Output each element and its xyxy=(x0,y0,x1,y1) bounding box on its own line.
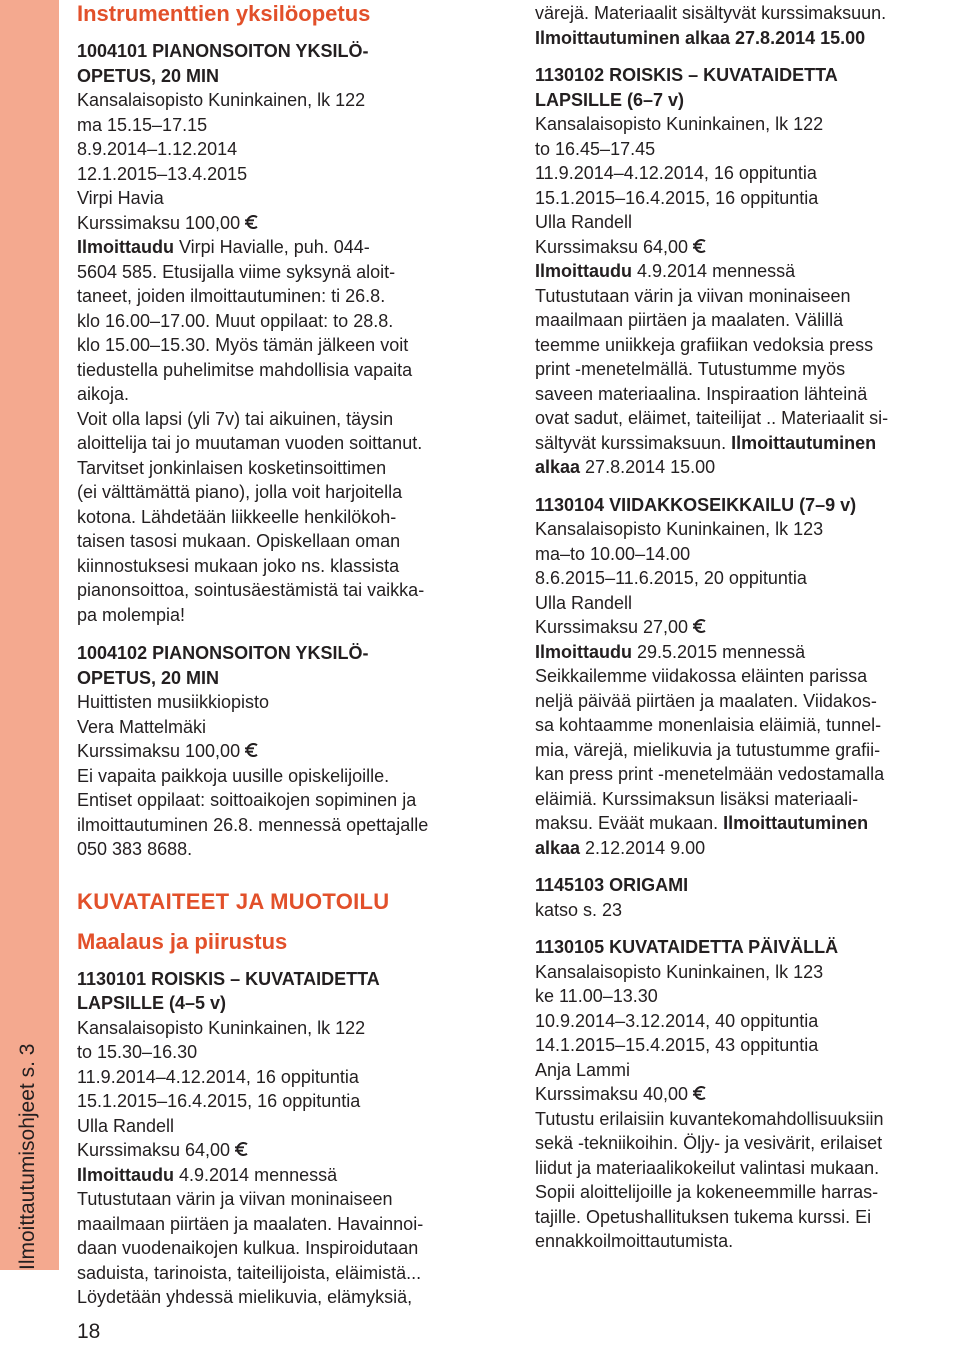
continued-enrollment: Ilmoittautuminen alkaa 27.8.2014 15.00 xyxy=(535,27,866,48)
course-text: daan vuodenaikojen kulkua. Inspiroidutaan xyxy=(77,1238,419,1258)
course-enrollment xyxy=(535,259,955,284)
course-time: ke 11.00–13.30 xyxy=(535,986,658,1006)
course-text: Löydetään yhdessä mielikuvia, elämyksiä, xyxy=(77,1287,413,1307)
course-text: mia, värejä, mielikuvia ja tutustumme grafii- xyxy=(535,739,881,760)
course-text: Voit olla lapsi (yli 7v) tai aikuinen, täysin xyxy=(77,408,394,429)
course-text: kiinnostuksesi mukaan joko ns. klassista xyxy=(77,555,400,576)
course-text: 5604 585. Etusijalla viime syksynä aloit- xyxy=(77,261,396,282)
fee-text: Kurssimaksu 64,00 xyxy=(77,1140,231,1160)
course-dates: 10.9.2014–3.12.2014, 40 oppituntia xyxy=(535,1010,819,1031)
course-title: LAPSILLE (4–5 v) xyxy=(77,993,227,1013)
euro-icon xyxy=(692,1085,708,1101)
course-text: klo 16.00–17.00. Muut oppilaat: to 28.8. xyxy=(77,310,394,331)
course-teacher: Ulla Randell xyxy=(535,212,633,232)
enroll-label: Ilmoittaudu xyxy=(535,261,632,281)
text-part: maksu. Eväät mukaan. xyxy=(535,813,724,833)
course-time: to 15.30–16.30 xyxy=(77,1042,198,1062)
course-text: sekä -tekniikoihin. Öljy- ja vesivärit, erilaiset xyxy=(535,1133,883,1153)
course-fee xyxy=(77,739,495,764)
course-enrollment xyxy=(535,455,955,480)
course-location: Kansalaisopisto Kuninkainen, lk 123 xyxy=(535,519,824,539)
course-fee xyxy=(535,1082,955,1107)
enroll-text: 27.8.2014 15.00 xyxy=(580,457,716,477)
course-text: Tutustutaan värin ja viivan moninaiseen xyxy=(77,1189,393,1209)
course-text: maailmaan piirtäen ja maalaten. Havainnoi- xyxy=(77,1213,424,1234)
course-1004101 xyxy=(77,39,495,627)
course-dates: 15.1.2015–16.4.2015, 16 oppituntia xyxy=(77,1091,361,1111)
enroll-text: Virpi Havialle, puh. 044- xyxy=(174,237,370,257)
course-text: Ei vapaita paikkoja uusille opiskelijoille. xyxy=(77,765,390,786)
course-dates: 15.1.2015–16.4.2015, 16 oppituntia xyxy=(535,187,819,208)
course-text: liidut ja materiaalikokeilut valintasi mukaan. xyxy=(535,1157,880,1178)
course-text: ovat sadut, eläimet, taiteilijat .. Materiaalit si- xyxy=(535,408,889,428)
course-text: saveen materiaalina. Inspiraation lähteinä xyxy=(535,383,868,404)
course-enrollment xyxy=(535,640,955,665)
course-text: Seikkailemme viidakossa eläinten parissa xyxy=(535,666,868,686)
course-fee xyxy=(535,235,955,260)
course-teacher: Ulla Randell xyxy=(535,592,633,613)
course-text: aloittelija tai jo muutaman vuoden soittanut. xyxy=(77,433,423,453)
course-text: saduista, tarinoista, taiteilijoista, eläimistä... xyxy=(77,1262,422,1283)
course-text: (ei välttämättä piano), jolla voit harjoitella xyxy=(77,482,403,502)
fee-text: Kurssimaksu 100,00 xyxy=(77,741,241,761)
course-title: OPETUS, 20 MIN xyxy=(77,667,220,688)
euro-icon xyxy=(244,742,260,758)
course-text: neljä päivää piirtäen ja maalaten. Viidakos- xyxy=(535,690,877,711)
enroll-label: alkaa xyxy=(535,837,581,858)
subsection-heading-painting: Maalaus ja piirustus xyxy=(77,928,288,954)
course-teacher: Anja Lammi xyxy=(535,1059,631,1080)
euro-icon xyxy=(692,238,708,254)
course-1130104 xyxy=(535,493,955,861)
course-enrollment xyxy=(77,1163,495,1188)
fee-text: Kurssimaksu 27,00 xyxy=(535,617,689,637)
course-dates: 12.1.2015–13.4.2015 xyxy=(77,163,248,184)
fee-text: Kurssimaksu 64,00 xyxy=(535,236,689,257)
enroll-text: 29.5.2015 mennessä xyxy=(632,641,806,662)
course-text: pianonsoittoa, sointusäestämistä tai vaikka- xyxy=(77,580,425,600)
course-text: taisen tasosi mukaan. Opiskellaan oman xyxy=(77,531,401,551)
course-dates: 11.9.2014–4.12.2014, 16 oppituntia xyxy=(77,1066,359,1087)
fee-text: Kurssimaksu 40,00 xyxy=(535,1084,689,1104)
course-1145103 xyxy=(535,873,955,922)
course-title: OPETUS, 20 MIN xyxy=(77,65,220,86)
course-location: Kansalaisopisto Kuninkainen, lk 122 xyxy=(77,1017,366,1038)
course-title: LAPSILLE (6–7 v) xyxy=(535,89,685,110)
course-teacher: Virpi Havia xyxy=(77,188,164,208)
course-text: aikoja. xyxy=(77,384,130,404)
enroll-label: Ilmoittautuminen xyxy=(723,813,869,833)
euro-icon xyxy=(234,1141,250,1157)
course-text: sa kohtaamme monenlaisia eläimiä, tunnel- xyxy=(535,715,882,735)
course-text: ennakkoilmoittautumista. xyxy=(535,1231,734,1251)
course-text: Tutustutaan värin ja viivan moninaiseen xyxy=(535,285,851,306)
course-text: kotona. Lähdetään liikkeelle henkilökoh- xyxy=(77,506,397,527)
course-text: teemme uniikkeja grafiikan vedoksia press xyxy=(535,334,874,355)
course-text: Tutustu erilaisiin kuvantekomahdollisuuksiin xyxy=(535,1108,884,1129)
course-1004102 xyxy=(77,641,495,862)
page-number: 18 xyxy=(77,1320,101,1343)
enroll-label: Ilmoittaudu xyxy=(535,641,632,662)
enroll-text: 2.12.2014 9.00 xyxy=(580,837,706,858)
course-text: kan press print -menetelmään vedostamalla xyxy=(535,764,885,784)
course-fee xyxy=(77,1138,495,1163)
enroll-text: 4.9.2014 mennessä xyxy=(174,1164,338,1185)
course-teacher: Ulla Randell xyxy=(77,1115,175,1136)
course-title: 1130101 ROISKIS – KUVATAIDETTA xyxy=(77,968,380,989)
right-column xyxy=(535,0,955,1254)
course-dates: 8.6.2015–11.6.2015, 20 oppituntia xyxy=(535,568,807,588)
course-text: print -menetelmällä. Tutustumme myös xyxy=(535,359,846,379)
course-text: maailmaan piirtäen ja maalaten. Välillä xyxy=(535,310,844,330)
course-fee xyxy=(77,211,495,236)
course-enrollment xyxy=(535,836,955,861)
course-reference: katso s. 23 xyxy=(535,899,623,920)
course-text: Entiset oppilaat: soittoaikojen sopiminen ja xyxy=(77,790,417,810)
fee-text: Kurssimaksu 100,00 xyxy=(77,212,241,233)
euro-icon xyxy=(692,618,708,634)
course-text: tiedustella puhelimitse mahdollisia vapaita xyxy=(77,359,413,380)
course-time: ma–to 10.00–14.00 xyxy=(535,543,691,564)
section-heading-arts: KUVATAITEET JA MUOTOILU xyxy=(77,888,390,914)
enroll-label: Ilmoittaudu xyxy=(77,237,174,257)
sidebar-label: Ilmoittautumisohjeet s. 3 xyxy=(16,1043,39,1270)
course-title: 1130102 ROISKIS – KUVATAIDETTA xyxy=(535,65,838,85)
course-title: 1004102 PIANONSOITON YKSILÖ- xyxy=(77,643,369,663)
enroll-text: 4.9.2014 mennessä xyxy=(632,261,796,281)
course-dates: 11.9.2014–4.12.2014, 16 oppituntia xyxy=(535,163,817,183)
course-title: 1130104 VIIDAKKOSEIKKAILU (7–9 v) xyxy=(535,494,857,515)
course-enrollment xyxy=(77,235,495,260)
course-location: Kansalaisopisto Kuninkainen, lk 122 xyxy=(77,90,366,110)
course-1130105 xyxy=(535,935,955,1254)
course-text: Sopii aloittelijoille ja kokeneemmille harras- xyxy=(535,1182,879,1202)
course-time: ma 15.15–17.15 xyxy=(77,114,208,135)
course-location: Huittisten musiikkiopisto xyxy=(77,692,270,712)
course-1130102 xyxy=(535,63,955,480)
course-text xyxy=(535,431,955,456)
course-text: eläimiä. Kurssimaksun lisäksi materiaali- xyxy=(535,788,859,809)
course-dates: 14.1.2015–15.4.2015, 43 oppituntia xyxy=(535,1035,819,1055)
course-text xyxy=(535,811,955,836)
euro-icon xyxy=(244,214,260,230)
course-title: 1004101 PIANONSOITON YKSILÖ- xyxy=(77,41,369,61)
course-location: Kansalaisopisto Kuninkainen, lk 123 xyxy=(535,961,824,982)
course-location: Kansalaisopisto Kuninkainen, lk 122 xyxy=(535,114,824,134)
course-1130101 xyxy=(77,967,495,1310)
course-text: taneet, joiden ilmoittautuminen: ti 26.8. xyxy=(77,286,386,306)
course-fee xyxy=(535,615,955,640)
course-text: 050 383 8688. xyxy=(77,839,193,859)
course-teacher: Vera Mattelmäki xyxy=(77,716,207,737)
text-part: sältyvät kurssimaksuun. xyxy=(535,432,732,453)
course-dates: 8.9.2014–1.12.2014 xyxy=(77,139,238,159)
course-text: ilmoittautuminen 26.8. mennessä opettajalle xyxy=(77,814,429,835)
course-title: 1130105 KUVATAIDETTA PÄIVÄLLÄ xyxy=(535,937,839,957)
left-column xyxy=(77,0,495,1310)
course-text: klo 15.00–15.30. Myös tämän jälkeen voit xyxy=(77,335,409,355)
enroll-label: Ilmoittaudu xyxy=(77,1164,174,1185)
course-text: Tarvitset jonkinlaisen kosketinsoittimen xyxy=(77,457,387,478)
enroll-label: Ilmoittautuminen xyxy=(731,432,877,453)
enroll-label: alkaa xyxy=(535,457,581,477)
continued-text: värejä. Materiaalit sisältyvät kurssimaksuun. xyxy=(535,3,887,23)
course-text: tajille. Opetushallituksen tukema kurssi. Ei xyxy=(535,1206,872,1227)
course-text: pa molempia! xyxy=(77,604,186,625)
section-heading-instruments: Instrumenttien yksilöopetus xyxy=(77,1,371,26)
course-time: to 16.45–17.45 xyxy=(535,138,656,159)
course-title: 1145103 ORIGAMI xyxy=(535,875,689,895)
